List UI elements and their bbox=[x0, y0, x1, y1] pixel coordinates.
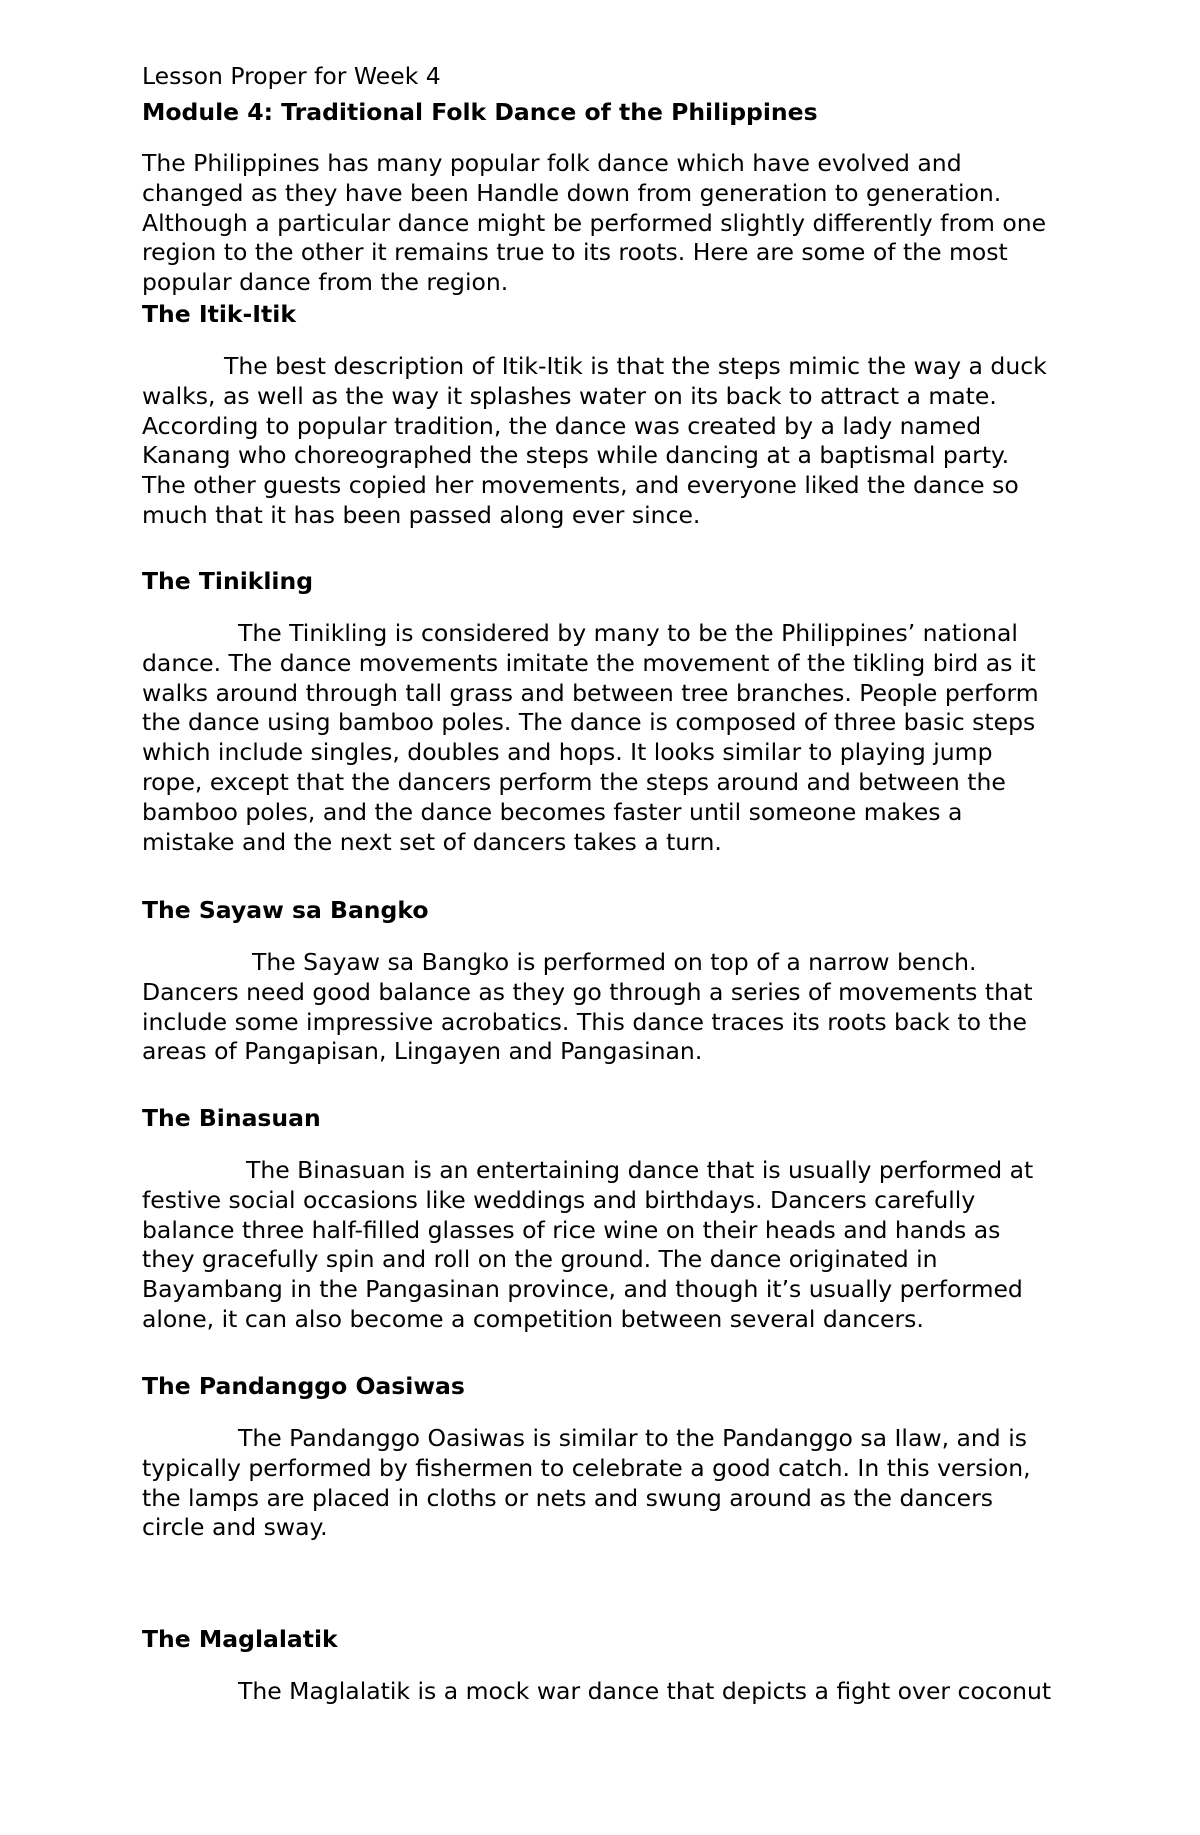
section-itik-itik bbox=[142, 300, 1072, 330]
section-line: The best description of Itik-Itik is that the steps mimic the way a duck bbox=[224, 352, 1047, 380]
section-line: mistake and the next set of dancers takes a turn. bbox=[142, 827, 722, 856]
section-line: typically performed by fishermen to celebrate a good catch. In this version, bbox=[142, 1453, 1031, 1482]
section-maglalatik bbox=[142, 1625, 1072, 1655]
section-line: dance. The dance movements imitate the movement of the tikling bird as it bbox=[142, 648, 1036, 677]
section-line: areas of Pangapisan, Lingayen and Pangasinan. bbox=[142, 1037, 703, 1066]
intro-line: The Philippines has many popular folk dance which have evolved and bbox=[142, 149, 962, 177]
intro-line: region to the other it remains true to its roots. Here are some of the most bbox=[142, 238, 1008, 267]
section-line: The Binasuan is an entertaining dance that is usually performed at bbox=[246, 1156, 1034, 1184]
section-binasuan bbox=[142, 1104, 1072, 1134]
module-title: Module 4: Traditional Folk Dance of the Philippines bbox=[142, 98, 818, 126]
section-line: The Pandanggo Oasiwas is similar to the Pandanggo sa Ilaw, and is bbox=[238, 1424, 1027, 1452]
section-tinikling bbox=[142, 567, 1072, 597]
section-line: The other guests copied her movements, and everyone liked the dance so bbox=[142, 471, 1019, 500]
section-line: The Maglalatik is a mock war dance that depicts a fight over coconut bbox=[238, 1677, 1052, 1705]
section-sayaw-sa-bangko bbox=[142, 896, 1072, 926]
section-pandanggo-oasiwas-body bbox=[142, 1424, 1072, 1543]
section-line: the dance using bamboo poles. The dance is composed of three basic steps bbox=[142, 708, 1036, 737]
section-line: alone, it can also become a competition between several dancers. bbox=[142, 1304, 924, 1333]
lesson-label: Lesson Proper for Week 4 bbox=[142, 62, 441, 90]
section-line: include some impressive acrobatics. This dance traces its roots back to the bbox=[142, 1007, 1028, 1036]
section-line: Kanang who choreographed the steps while dancing at a baptismal party. bbox=[142, 441, 1010, 470]
section-heading: The Sayaw sa Bangko bbox=[142, 896, 429, 924]
section-line: much that it has been passed along ever since. bbox=[142, 500, 701, 529]
section-binasuan-body bbox=[142, 1156, 1072, 1335]
intro-line: Although a particular dance might be performed slightly differently from one bbox=[142, 208, 1047, 237]
section-line: bamboo poles, and the dance becomes faster until someone makes a bbox=[142, 797, 963, 826]
intro-line: popular dance from the region. bbox=[142, 268, 509, 297]
section-line: Dancers need good balance as they go through a series of movements that bbox=[142, 977, 1033, 1006]
intro-line: changed as they have been Handle down from generation to generation. bbox=[142, 178, 1002, 207]
section-line: walks around through tall grass and between tree branches. People perform bbox=[142, 678, 1039, 707]
section-line: rope, except that the dancers perform the steps around and between the bbox=[142, 767, 1006, 796]
section-line: festive social occasions like weddings and birthdays. Dancers carefully bbox=[142, 1185, 976, 1214]
section-line: circle and sway. bbox=[142, 1513, 328, 1542]
lesson-label-block bbox=[142, 62, 1072, 92]
section-line: balance three half-filled glasses of rice wine on their heads and hands as bbox=[142, 1215, 1001, 1244]
section-maglalatik-body bbox=[142, 1677, 1072, 1707]
section-sayaw-sa-bangko-body bbox=[142, 948, 1072, 1067]
section-line: which include singles, doubles and hops. It looks similar to playing jump bbox=[142, 738, 993, 767]
section-itik-itik-body bbox=[142, 352, 1072, 531]
module-title-block bbox=[142, 98, 1072, 128]
section-heading: The Maglalatik bbox=[142, 1625, 338, 1653]
section-line: they gracefully spin and roll on the ground. The dance originated in bbox=[142, 1245, 938, 1274]
section-heading: The Itik-Itik bbox=[142, 300, 296, 328]
section-line: According to popular tradition, the dance was created by a lady named bbox=[142, 411, 982, 440]
section-heading: The Pandanggo Oasiwas bbox=[142, 1372, 465, 1400]
section-tinikling-body bbox=[142, 619, 1072, 857]
section-heading: The Binasuan bbox=[142, 1104, 321, 1132]
section-heading: The Tinikling bbox=[142, 567, 314, 595]
section-line: The Tinikling is considered by many to be the Philippines’ national bbox=[238, 619, 1018, 647]
section-line: The Sayaw sa Bangko is performed on top of a narrow bench. bbox=[252, 948, 977, 976]
intro-paragraph bbox=[142, 149, 1072, 298]
section-line: Bayambang in the Pangasinan province, and though it’s usually performed bbox=[142, 1275, 1023, 1304]
section-pandanggo-oasiwas bbox=[142, 1372, 1072, 1402]
section-line: the lamps are placed in cloths or nets and swung around as the dancers bbox=[142, 1483, 993, 1512]
section-line: walks, as well as the way it splashes water on its back to attract a mate. bbox=[142, 381, 997, 410]
